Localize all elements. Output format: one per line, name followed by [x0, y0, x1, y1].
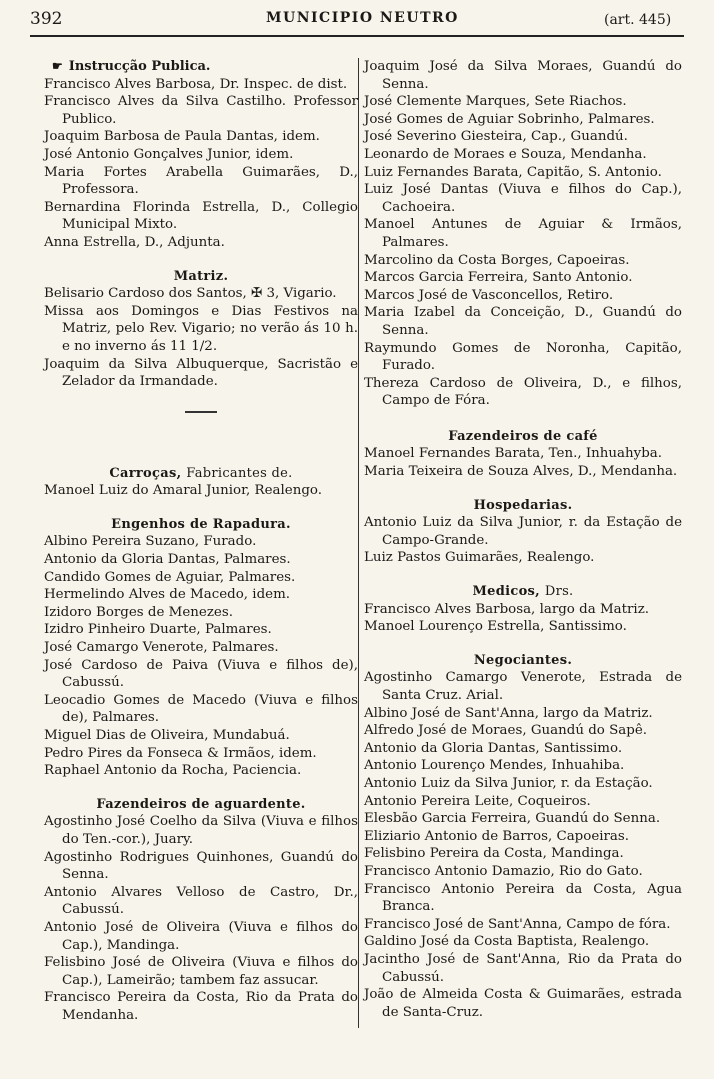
directory-entry: Antonio Luiz da Silva Junior, r. da Estação de Campo-Grande.	[364, 515, 682, 548]
directory-entry: Francisco José de Sant'Anna, Campo de fóra.	[364, 916, 671, 932]
entry-list	[44, 482, 358, 500]
section-carrocas	[44, 465, 358, 500]
directory-entry: Antonio Lourenço Mendes, Inhuahiba.	[364, 758, 625, 774]
directory-entry: Felisbino José de Oliveira (Viuva e filhos do Cap.), Lameirão; tambem faz assucar.	[44, 955, 358, 988]
directory-entry: José Clemente Marques, Sete Riachos.	[364, 94, 627, 110]
section-matriz	[44, 268, 358, 391]
section-title: Fazendeiros de aguardente.	[96, 796, 306, 812]
entry-list	[364, 669, 682, 1021]
directory-entry: José Antonio Gonçalves Junior, idem.	[44, 146, 294, 162]
directory-entry: Francisco Pereira da Costa, Rio da Prata do Mendanha.	[44, 990, 358, 1023]
directory-entry: Agostinho José Coelho da Silva (Viuva e filhos do Ten.-cor.), Juary.	[44, 814, 358, 847]
directory-entry: Antonio da Gloria Dantas, Palmares.	[44, 552, 291, 568]
section-medicos	[364, 583, 682, 636]
entry-list	[364, 445, 682, 480]
directory-entry: Joaquim da Silva Albuquerque, Sacristão e Zelador da Irmandade.	[44, 356, 358, 390]
running-title: MUNICIPIO NEUTRO	[266, 10, 459, 26]
directory-entry: Albino José de Sant'Anna, largo da Matriz.	[364, 705, 653, 721]
directory-entry: Candido Gomes de Aguiar, Palmares.	[44, 569, 296, 585]
section-aguardente	[44, 796, 358, 1025]
directory-entry: Antonio José de Oliveira (Viuva e filhos do Cap.), Mandinga.	[44, 919, 358, 953]
directory-entry: Thereza Cardoso de Oliveira, D., e filhos, Campo de Fóra.	[364, 375, 682, 409]
section-negociantes	[364, 652, 682, 1021]
directory-entry: Maria Teixeira de Souza Alves, D., Mendanha.	[364, 464, 678, 480]
section-title: Negociantes.	[473, 652, 573, 668]
section-engenhos	[44, 516, 358, 780]
entry-list	[364, 58, 682, 410]
section-continued	[364, 58, 682, 410]
directory-entry: Jacintho José de Sant'Anna, Rio da Prata do Cabussú.	[364, 951, 682, 985]
directory-entry: Leocadio Gomes de Macedo (Viuva e filhos de), Palmares.	[44, 692, 358, 726]
directory-entry: João de Almeida Costa & Guimarães, estrada de Santa-Cruz.	[364, 987, 682, 1020]
section-title: Carroças,	[109, 465, 182, 481]
directory-entry: Anna Estrella, D., Adjunta.	[44, 234, 225, 250]
page-header	[0, 0, 714, 40]
directory-entry: Antonio Alvares Velloso de Castro, Dr., Cabussú.	[44, 884, 358, 918]
directory-entry: Alfredo José de Moraes, Guandú do Sapê.	[364, 723, 648, 739]
directory-entry: Antonio Pereira Leite, Coqueiros.	[364, 793, 591, 809]
directory-entry: Felisbino Pereira da Costa, Mandinga.	[364, 846, 624, 862]
directory-entry: Maria Izabel da Conceição, D., Guandú do Senna.	[364, 305, 682, 338]
section-title: Medicos,	[472, 584, 541, 600]
directory-entry: Francisco Antonio Pereira da Costa, Agua Branca.	[364, 881, 682, 915]
entry-list	[44, 76, 358, 252]
directory-entry: Francisco Alves da Silva Castilho. Professor Publico.	[44, 94, 358, 127]
entry-list	[364, 601, 682, 636]
directory-entry: Antonio da Gloria Dantas, Santissimo.	[364, 740, 623, 756]
section-cafe	[364, 428, 682, 481]
entry-list	[44, 813, 358, 1024]
section-title: Instrucção Publica.	[68, 59, 211, 74]
pointing-hand-icon: ☛	[52, 59, 63, 73]
directory-entry: Hermelindo Alves de Macedo, idem.	[44, 587, 291, 603]
directory-entry: Francisco Alves Barbosa, largo da Matriz.	[364, 601, 650, 617]
directory-entry: Luiz Fernandes Barata, Capitão, S. Antonio.	[364, 164, 662, 180]
section-title: Hospedarias.	[473, 497, 573, 513]
directory-entry: José Cardoso de Paiva (Viuva e filhos de), Cabussú.	[44, 657, 358, 691]
section-title: Matriz.	[173, 268, 229, 284]
directory-entry: Eliziario Antonio de Barros, Capoeiras.	[364, 828, 630, 844]
section-hospedarias	[364, 497, 682, 567]
directory-entry: Luiz Pastos Guimarães, Realengo.	[364, 550, 595, 566]
section-instrucao	[44, 58, 358, 252]
directory-entry: Agostinho Camargo Venerote, Estrada de Santa Cruz. Arial.	[364, 670, 682, 703]
section-title: Engenhos de Rapadura.	[111, 516, 291, 532]
directory-entry: Raphael Antonio da Rocha, Paciencia.	[44, 763, 302, 779]
section-subtitle: Fabricantes de.	[186, 465, 293, 481]
header-rule	[30, 35, 684, 37]
section-title: Fazendeiros de café	[448, 428, 598, 444]
directory-entry: Missa aos Domingos e Dias Festivos na Matriz, pelo Rev. Vigario; no verão ás 10 h. e no inverno ás 11 1/2.	[44, 303, 358, 354]
directory-entry: Leonardo de Moraes e Souza, Mendanha.	[364, 146, 647, 162]
entry-list	[44, 285, 358, 391]
directory-entry: Izidoro Borges de Menezes.	[44, 604, 233, 620]
section-subtitle: Drs.	[544, 584, 574, 600]
directory-entry: Maria Fortes Arabella Guimarães, D., Professora.	[44, 164, 358, 198]
directory-entry: Manoel Luiz do Amaral Junior, Realengo.	[44, 483, 322, 499]
directory-entry: Antonio Luiz da Silva Junior, r. da Estação.	[364, 775, 653, 791]
directory-entry: Joaquim José da Silva Moraes, Guandú do Senna.	[364, 59, 682, 92]
directory-entry: Francisco Antonio Damazio, Rio do Gato.	[364, 863, 643, 879]
directory-entry: Albino Pereira Suzano, Furado.	[44, 534, 257, 550]
directory-entry: José Camargo Venerote, Palmares.	[44, 640, 279, 656]
directory-entry: Francisco Alves Barbosa, Dr. Inspec. de dist.	[44, 76, 348, 92]
directory-entry: Galdino José da Costa Baptista, Realengo.	[364, 934, 650, 950]
directory-entry: Manoel Antunes de Aguiar & Irmãos, Palmares.	[364, 217, 682, 250]
directory-entry: Pedro Pires da Fonseca & Irmãos, idem.	[44, 745, 317, 761]
directory-entry: Marcos José de Vasconcellos, Retiro.	[364, 287, 614, 303]
directory-entry: Elesbão Garcia Ferreira, Guandú do Senna.	[364, 811, 661, 827]
page-number: 392	[30, 9, 63, 29]
entry-list	[364, 514, 682, 567]
directory-entry: José Gomes de Aguiar Sobrinho, Palmares.	[364, 111, 655, 127]
left-column	[44, 58, 358, 1025]
directory-entry: Joaquim Barbosa de Paula Dantas, idem.	[44, 129, 320, 145]
directory-entry: Manoel Lourenço Estrella, Santissimo.	[364, 619, 627, 635]
directory-entry: Izidro Pinheiro Duarte, Palmares.	[44, 622, 272, 638]
directory-entry: Belisario Cardoso dos Santos, ✠ 3, Vigario.	[44, 286, 337, 302]
entry-list	[44, 533, 358, 779]
directory-entry: Manoel Fernandes Barata, Ten., Inhuahyba.	[364, 446, 663, 462]
directory-entry: Miguel Dias de Oliveira, Mundabuá.	[44, 728, 290, 743]
directory-entry: Luiz José Dantas (Viuva e filhos do Cap.), Cachoeira.	[364, 182, 682, 215]
article-reference: (art. 445)	[604, 12, 672, 28]
directory-entry: Marcolino da Costa Borges, Capoeiras.	[364, 252, 630, 268]
right-column	[364, 58, 682, 1021]
directory-entry: José Severino Giesteira, Cap., Guandú.	[364, 129, 628, 145]
column-divider	[358, 58, 359, 1028]
directory-entry: Marcos Garcia Ferreira, Santo Antonio.	[364, 270, 633, 286]
directory-entry: Agostinho Rodrigues Quinhones, Guandú do Senna.	[44, 849, 358, 883]
directory-entry: Raymundo Gomes de Noronha, Capitão, Furado.	[364, 340, 682, 374]
directory-entry: Bernardina Florinda Estrella, D., Collegio Municipal Mixto.	[44, 199, 358, 233]
